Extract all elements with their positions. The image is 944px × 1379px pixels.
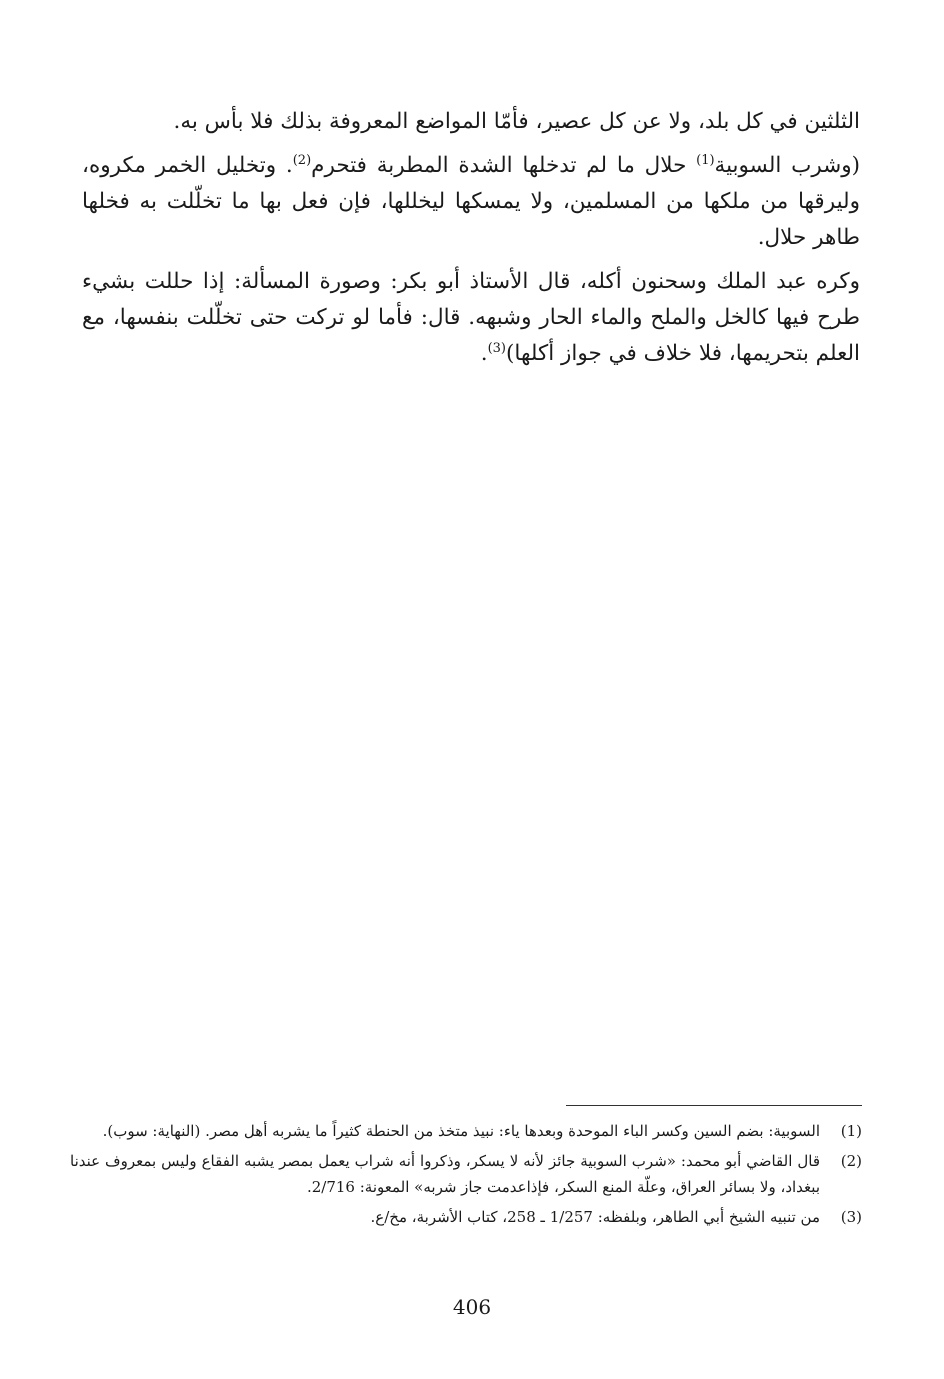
footnote-number: (3) [840,1208,862,1226]
paragraph-2-part-a: (وشرب السوبية [714,153,860,178]
footnote-text: قال القاضي أبو محمد: «شرب السوبية جائز لأنه لا يسكر، وذكروا أنه شراب يعمل بمصر يشبه الفقاع وليس بمعروف عندنا ببغداد، ولا بسائر العراق، وعلّة المنع السكر، فإذاعدمت جاز شربه» المعونة: 2/716. [70,1152,820,1196]
footnote-text: السوبية: بضم السين وكسر الباء الموحدة وبعدها ياء: نبيذ متخذ من الحنطة كثيراً ما يشربه أهل مصر. (النهاية: سوب). [102,1122,820,1140]
footnote-ref-1: (1) [696,152,715,168]
paragraph-2-part-c: . وتخليل الخمر مكروه، وليرقها من ملكها من المسلمين، ولا يمسكها ليخللها، فإن فعل بها ما تخلّلت به فخلها طاهر حلال. [82,153,860,250]
footnote [70,1148,862,1200]
paragraph-3-part-b: . [480,341,488,366]
footnote-divider [566,1105,862,1106]
footnote-ref-3: (3) [487,340,506,356]
footnote-ref-2: (2) [292,152,312,168]
footnotes [70,1118,862,1234]
footnote-number: (2) [840,1152,862,1170]
footnote [70,1118,862,1144]
page-number: 406 [452,1295,492,1319]
paragraph-3-part-a: وكره عبد الملك وسحنون أكله، قال الأستاذ أبو بكر: وصورة المسألة: إذا حللت بشيء طرح فيها كالخل والملح والماء الحار وشبهه. قال: فأما لو تركت حتى تخلّلت بنفسها، مع العلم بتحريمها، فلا خلاف في جواز أكلها) [82,269,860,366]
footnote-text: من تنبيه الشيخ أبي الطاهر، وبلفظه: 1/257 ـ 258، كتاب الأشربة، مخ/ع. [370,1208,820,1226]
paragraph-1: الثلثين في كل بلد، ولا عن كل عصير، فأمّا المواضع المعروفة بذلك فلا بأس به. [173,109,860,134]
main-text [82,104,860,372]
paragraph-2-part-b: حلال ما لم تدخلها الشدة المطربة فتحرم [311,153,697,178]
footnote-number: (1) [840,1122,862,1140]
paragraph-3 [82,264,860,372]
paragraph-2 [82,148,860,256]
footnote [70,1204,862,1230]
